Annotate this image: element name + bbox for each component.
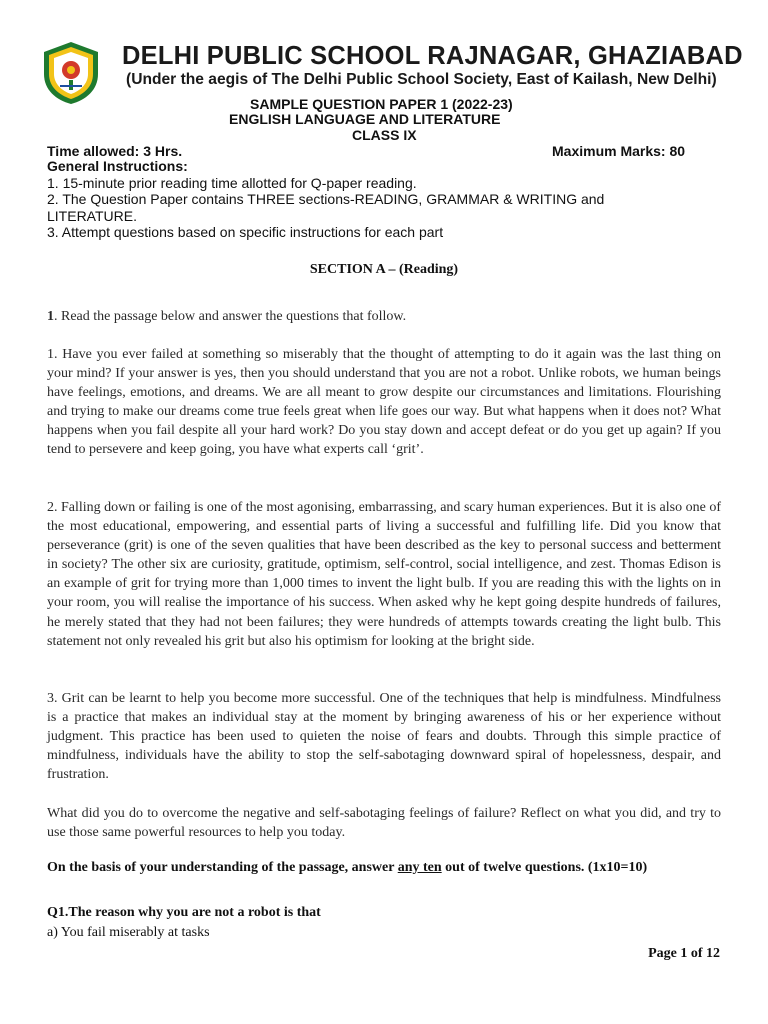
- page-word: Page: [648, 946, 681, 961]
- page-number: [648, 946, 720, 962]
- instructions-heading: General Instructions:: [47, 158, 188, 174]
- passage-reflection: What did you do to overcome the negative and self-sabotaging feelings of failure? Reflect on what you did, and try to use those same powerful resources to help you today.: [47, 806, 721, 841]
- school-name: DELHI PUBLIC SCHOOL RAJNAGAR, GHAZIABAD: [122, 42, 743, 70]
- paper-title: SAMPLE QUESTION PAPER 1 (2022-23): [250, 96, 513, 112]
- section-heading: SECTION A – (Reading): [309, 262, 459, 277]
- school-logo: [40, 40, 102, 106]
- time-marks-row: [47, 143, 721, 159]
- answer-instruction: [47, 860, 721, 876]
- maximum-marks: Maximum Marks: 80: [552, 143, 686, 159]
- time-allowed: Time allowed: 3 Hrs.: [47, 143, 183, 159]
- subject-title: ENGLISH LANGUAGE AND LITERATURE: [229, 111, 501, 127]
- passage-paragraph-3: 3. Grit can be learnt to help you become more successful. One of the techniques that help is mindfulness. Mindfulness is a practice that makes an individual stay at the moment by bringing awareness of his or her experience without judgment. This practice has been used to quieten the noise of fears and doubts. Through this simple practice of mindfulness, individuals have the ability to stop the self-sabotaging downward spiral of hopelessness, despair, and frustration.: [47, 691, 721, 783]
- instruction-2: 2. The Question Paper contains THREE sections-READING, GRAMMAR & WRITING and LITERATURE.: [47, 191, 605, 224]
- answer-instruction-end: out of twelve questions. (1x10=10): [441, 860, 648, 875]
- question-1-instruction: [47, 307, 721, 326]
- question-1-label: Q1.The reason why you are not a robot is that: [47, 905, 321, 920]
- page-total: 12: [706, 946, 720, 961]
- page-current: 1: [680, 946, 688, 961]
- class-title: CLASS IX: [352, 127, 417, 143]
- instruction-3: 3. Attempt questions based on specific instructions for each part: [47, 224, 444, 240]
- passage-paragraph-1: 1. Have you ever failed at something so miserably that the thought of attempting to do it again was the last thing on your mind? If your answer is yes, then you should understand that you are not a robot. Unlike robots, we human beings have feelings, emotions, and dreams. We are all meant to grow despite our circumstances and limitations. Flourishing and trying to make our dreams come true feels great when life goes our way. But what happens when it does not? What happens when you fail despite all your hard work? Do you stay down and accept defeat or do you get up again? If you tend to persevere and keep going, you have what experts call ‘grit’.: [47, 347, 721, 458]
- instruction-1: 1. 15-minute prior reading time allotted for Q-paper reading.: [47, 175, 417, 191]
- page-of: of: [687, 946, 706, 961]
- answer-instruction-start: On the basis of your understanding of the passage, answer: [47, 860, 398, 875]
- question-number: 1: [47, 309, 54, 324]
- answer-instruction-underlined: any ten: [397, 860, 442, 875]
- question-1-option-a: a) You fail miserably at tasks: [47, 925, 210, 940]
- question-instruction-text: . Read the passage below and answer the questions that follow.: [54, 309, 407, 324]
- passage-paragraph-2: 2. Falling down or failing is one of the most agonising, embarrassing, and scary human experiences. But it is also one of the most educational, empowering, and essential parts of living a successful and fulfilling life. Did you know that perseverance (grit) is one of the seven qualities that have been described as the key to personal success and betterment in society? The other six are curiosity, gratitude, optimism, self-control, social intelligence, and zest. Thomas Edison is an example of grit for trying more than 1,000 times to invent the light bulb. If you are reading this with the lights on in your room, you will realise the importance of his success. When asked why he kept going despite hundreds of failures, he merely stated that they had not been failures; they were hundreds of attempts towards creating the light bulb. This statement not only revealed his grit but also his optimism for looking at the bright side.: [47, 500, 721, 649]
- school-subtitle: (Under the aegis of The Delhi Public School Society, East of Kailash, New Delhi): [126, 71, 717, 88]
